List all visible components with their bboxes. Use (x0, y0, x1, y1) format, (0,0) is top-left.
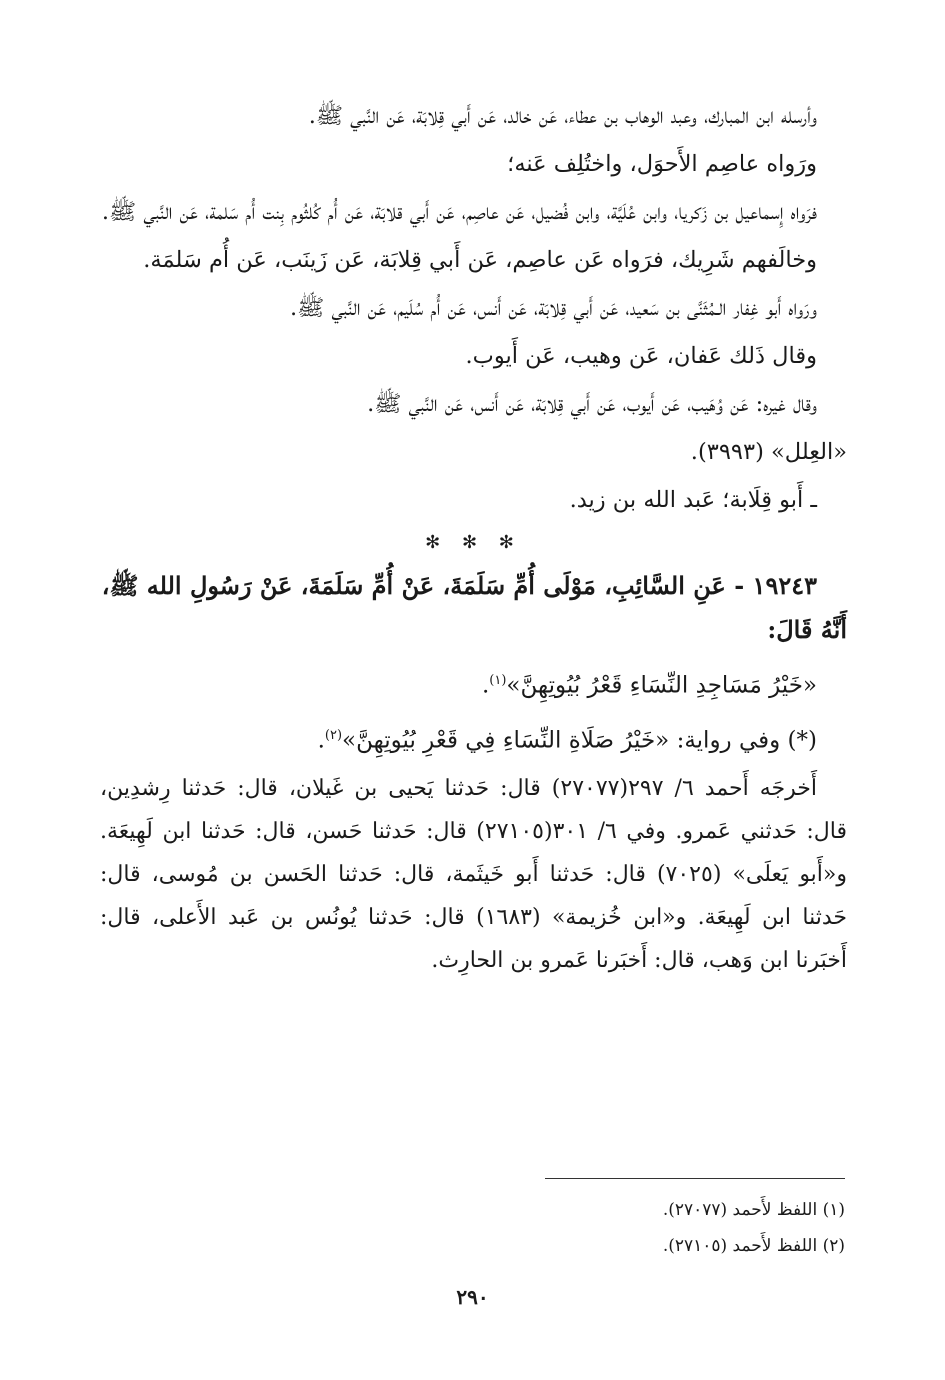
quote-2-text: (*) وفي رواية: «خَيْرُ صَلَاةِ النِّسَاءِ فِي قَعْرِ بُيُوتِهِنَّ» (342, 727, 817, 754)
hadith-intro: عَنِ السَّائِبِ، مَوْلَى أُمِّ سَلَمَةَ، عَنْ أُمِّ سَلَمَةَ، عَنْ رَسُولِ الله ﷺ، أَنَّهُ قَالَ: (101, 571, 847, 644)
footnotes (98, 1192, 845, 1264)
hadith-quote-2 (100, 713, 847, 764)
footnote-mark-1: (١) (489, 673, 507, 688)
takhrij-paragraph: أَخرجَه أَحمد ٦/ ٢٩٧(٢٧٠٧٧) قال: حَدثنا يَحيى بن غَيلان، قال: حَدثنا رِشدِين، قال: حَدثني عَمرو. وفي ٦/ ٣٠١(٢٧١٠٥) قال: حَدثنا حَسن، قال: حَدثنا ابن لَهِيعَة. و«أَبو يَعلَى» (٧٠٢٥) قال: حَدثنا أَبو خَيثَمة، قال: حَدثنا الحَسن بن مُوسى، قال: حَدثنا ابن لَهِيعَة. و«ابن خُزيمة» (١٦٨٣) قال: حَدثنا يُونُس بن عَبد الأَعلى، قال: أَخبَرنا ابن وَهب، قال: أَخبَرنا عَمرو بن الحارِث. (100, 776, 848, 974)
footnote-2: (٢) اللفظ لأَحمد (٢٧١٠٥). (662, 1236, 845, 1256)
quote-1-end: . (481, 672, 490, 699)
footnote-mark-2: (٢) (324, 727, 343, 743)
section-separator: ✻ ✻ ✻ (425, 532, 522, 553)
text-line-7: وقال غيره: عَن وُهَيب، عَن أَيوب، عَن أَبي قِلابَة، عَن أَنس، عَن النَّبي ﷺ. (367, 391, 817, 417)
text-line-5: ورَواه أَبو غِفار الـمُثَنَّى بن سَعيد، عَن أَبي قِلابَة، عَن أَنس، عَن أُم سُلَيم، عَن النَّبي ﷺ. (289, 295, 817, 321)
footnote-divider (545, 1178, 845, 1179)
text-line-1: وأرسله ابن المبارك، وعبد الوهاب بن عطاء، عَن خالد، عَن أَبي قِلابَة، عَن النَّبي ﷺ. (308, 103, 817, 129)
hadith-heading (100, 564, 847, 652)
text-line-3: فرَواه إِسماعيل بن زَكريا، وابن عُلَيَّة، وابن فُضيل، عَن عاصِم، عَن أَبي قلابَة، عَن أُم كُلثُوم بِنت أُم سَلمة، عَن النَّبي ﷺ. (101, 199, 817, 225)
page-number: ٢٩٠ (456, 1285, 489, 1309)
footnote-1: (١) اللفظ لأَحمد (٢٧٠٧٧). (662, 1200, 845, 1220)
hadith-number: ١٩٢٤٣ - (734, 571, 817, 600)
hadith-quote-1 (100, 658, 847, 709)
text-line-8: «العِلل» (٣٩٩٣). (690, 439, 847, 465)
text-line-9: ـ أَبو قِلَابة؛ عَبد الله بن زيد. (569, 487, 817, 513)
text-line-6: وقال ذَلك عَفان، عَن وهيب، عَن أَيوب. (465, 343, 817, 369)
quote-1-text: «خَيْرُ مَسَاجِدِ النِّسَاءِ قَعْرُ بُيُوتِهِنَّ» (506, 672, 817, 699)
quote-2-end: . (317, 727, 325, 754)
text-line-2: ورَواه عاصِم الأَحوَل، واختُلِف عَنه؛ (507, 151, 817, 177)
text-line-4: وخالَفهم شَرِيك، فرَواه عَن عاصِم، عَن أَبي قِلابَة، عَن زَينَب، عَن أُم سَلمَة. (143, 247, 817, 273)
